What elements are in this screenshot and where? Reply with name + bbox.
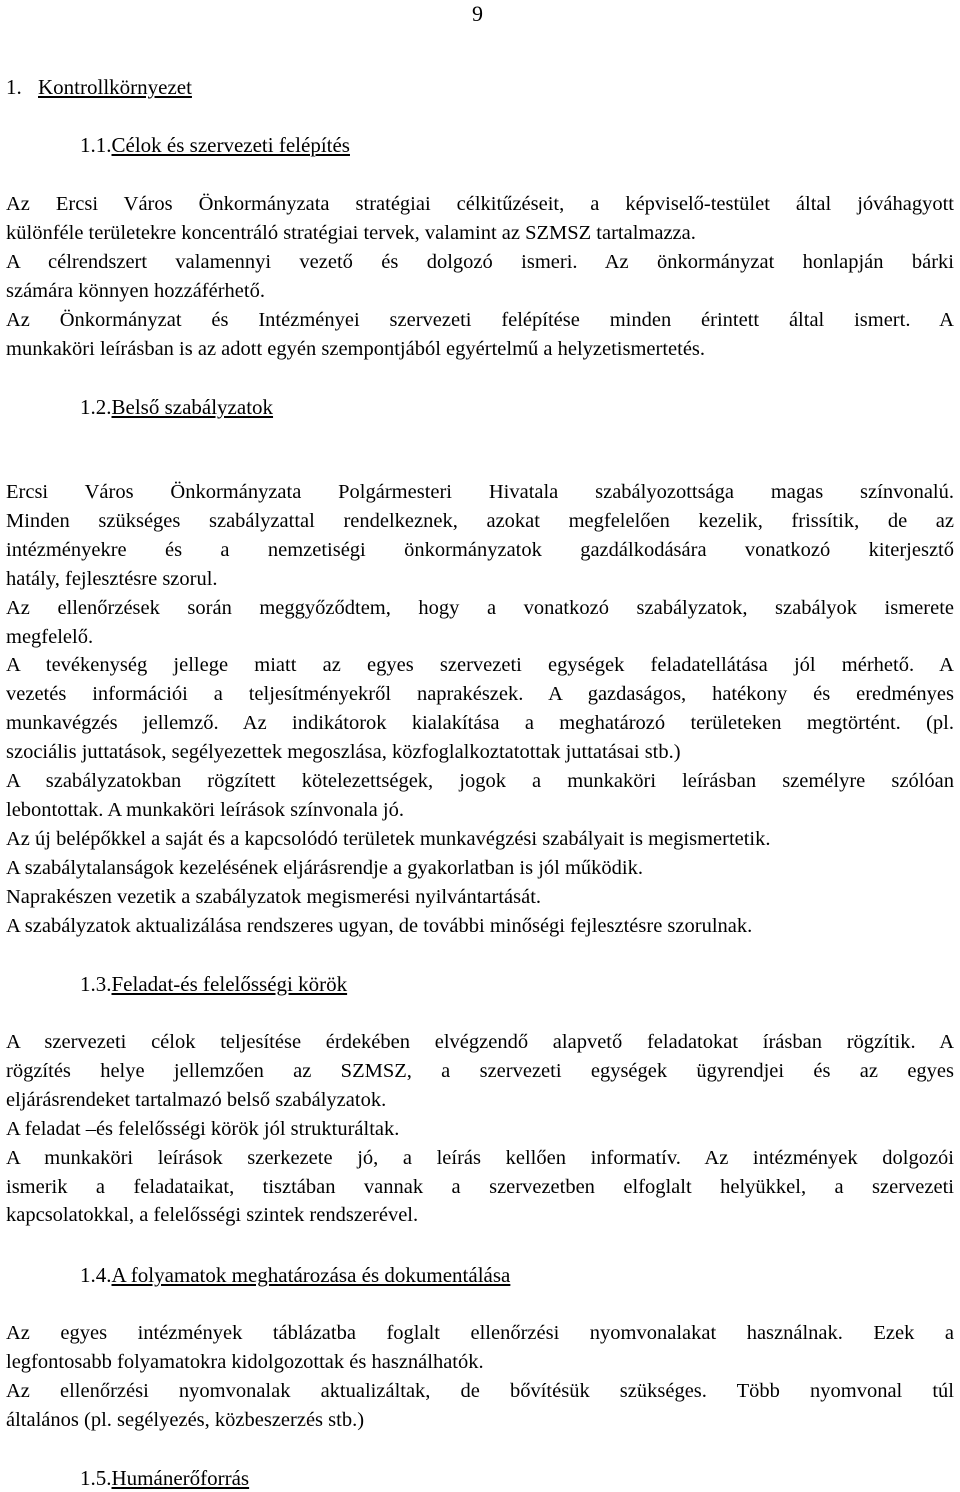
text-line: Az ellenőrzési nyomvonalak aktualizáltak, de bővítésük szükséges. Több nyomvonal túl bbox=[6, 1379, 954, 1402]
section-1-1-heading bbox=[80, 131, 350, 159]
section-number: 1.1. bbox=[80, 133, 112, 157]
section-1-2-heading bbox=[80, 393, 273, 421]
text-line: ismerik a feladataikat, tisztában vannak a szervezetben elfoglalt helyükkel, a szervezeti bbox=[6, 1175, 954, 1198]
section-number: 1.5. bbox=[80, 1466, 112, 1490]
heading-1 bbox=[6, 73, 192, 101]
text-line: Az új belépőkkel a saját és a kapcsolódó területek munkavégzési szabályait is megismertetik. bbox=[6, 827, 771, 850]
text-line: eljárásrendeket tartalmazó belső szabályzatok. bbox=[6, 1088, 387, 1111]
heading-1-title: Kontrollkörnyezet bbox=[38, 75, 192, 99]
section-number: 1.2. bbox=[80, 395, 112, 419]
text-line: A feladat –és felelősségi körök jól strukturáltak. bbox=[6, 1117, 400, 1140]
text-line: számára könnyen hozzáférhető. bbox=[6, 279, 265, 302]
section-1-4-heading bbox=[80, 1261, 510, 1289]
section-1-3-body bbox=[6, 1028, 954, 1230]
page-number: 9 bbox=[472, 1, 483, 26]
text-line: rögzítés helye jellemzően az SZMSZ, a szervezeti egységek ügyrendjei és az egyes bbox=[6, 1059, 954, 1082]
text-line: Az ellenőrzések során meggyőződtem, hogy a vonatkozó szabályzatok, szabályok ismerete bbox=[6, 596, 954, 619]
text-line: Az egyes intézmények táblázatba foglalt ellenőrzési nyomvonalakat használnak. Ezek a bbox=[6, 1322, 954, 1344]
text-line: lebontottak. A munkaköri leírások színvonala jó. bbox=[6, 798, 404, 821]
section-1-2-body bbox=[6, 478, 954, 941]
text-line: vezetés információi a teljesítményekről naprakészek. A gazdaságos, hatékony és eredményes bbox=[6, 683, 954, 706]
section-1-1-body bbox=[6, 190, 954, 363]
text-line: A szabálytalanságok kezelésének eljárásrendje a gyakorlatban is jól működik. bbox=[6, 856, 643, 879]
section-title: Humánerőforrás bbox=[111, 1466, 250, 1490]
text-line: Naprakészen vezetik a szabályzatok megismerési nyilvántartását. bbox=[6, 885, 542, 908]
text-line: szociális juttatások, segélyezettek megoszlása, közfoglalkoztatottak juttatásai stb.) bbox=[6, 741, 681, 764]
text-line: Az Önkormányzat és Intézményei szervezeti felépítése minden érintett által ismert. A bbox=[6, 308, 954, 331]
section-1-5-heading bbox=[80, 1464, 249, 1492]
section-title: A folyamatok meghatározása és dokumentálása bbox=[111, 1263, 511, 1287]
section-title: Feladat-és felelősségi körök bbox=[111, 972, 348, 996]
section-title: Belső szabályzatok bbox=[111, 395, 274, 419]
text-line: munkaköri leírásban is az adott egyén szempontjából egyértelmű a helyzetismertetés. bbox=[6, 337, 706, 360]
text-line: általános (pl. segélyezés, közbeszerzés stb.) bbox=[6, 1408, 365, 1431]
text-line: A tevékenység jellege miatt az egyes szervezeti egységek feladatellátása jól mérhető. A bbox=[6, 654, 954, 677]
text-line: A célrendszert valamennyi vezető és dolgozó ismeri. Az önkormányzat honlapján bárki bbox=[6, 250, 954, 273]
text-line: Minden szükséges szabályzattal rendelkeznek, azokat megfelelően kezelik, frissítik, de az bbox=[6, 509, 954, 532]
text-line: A munkaköri leírások szerkezete jó, a leírás kellően informatív. Az intézmények dolgozói bbox=[6, 1146, 954, 1169]
section-title: Célok és szervezeti felépítés bbox=[111, 133, 350, 157]
text-line: A szabályzatokban rögzített kötelezettségek, jogok a munkaköri leírásban személyre szólóan bbox=[6, 770, 954, 793]
text-line: különféle területekre koncentráló stratégiai tervek, valamint az SZMSZ tartalmazza. bbox=[6, 221, 696, 244]
text-line: Az Ercsi Város Önkormányzata stratégiai célkitűzéseit, a képviselő-testület által jóváhagyott bbox=[6, 193, 954, 215]
text-line: megfelelő. bbox=[6, 625, 94, 648]
heading-1-number: 1. bbox=[6, 75, 22, 99]
text-line: kapcsolatokkal, a felelősségi szintek rendszerével. bbox=[6, 1204, 419, 1227]
text-line: munkavégzés jellemző. Az indikátorok kialakítása a meghatározó területeken megtörtént. (pl. bbox=[6, 712, 954, 735]
text-line: intézményekre és a nemzetiségi önkormányzatok gazdálkodására vonatkozó kiterjesztő bbox=[6, 538, 954, 561]
section-1-4-body bbox=[6, 1319, 954, 1435]
text-line: A szabályzatok aktualizálása rendszeres ugyan, de további minőségi fejlesztésre szorulnak. bbox=[6, 914, 753, 937]
text-line: legfontosabb folyamatokra kidolgozottak és használhatók. bbox=[6, 1350, 484, 1373]
text-line: hatály, fejlesztésre szorul. bbox=[6, 567, 218, 590]
section-number: 1.3. bbox=[80, 972, 112, 996]
section-1-3-heading bbox=[80, 970, 347, 998]
text-line: A szervezeti célok teljesítése érdekében elvégzendő alapvető feladatokat írásban rögzítik. A bbox=[6, 1031, 954, 1053]
text-line: Ercsi Város Önkormányzata Polgármesteri Hivatala szabályozottsága magas színvonalú. bbox=[6, 481, 954, 503]
section-number: 1.4. bbox=[80, 1263, 112, 1287]
